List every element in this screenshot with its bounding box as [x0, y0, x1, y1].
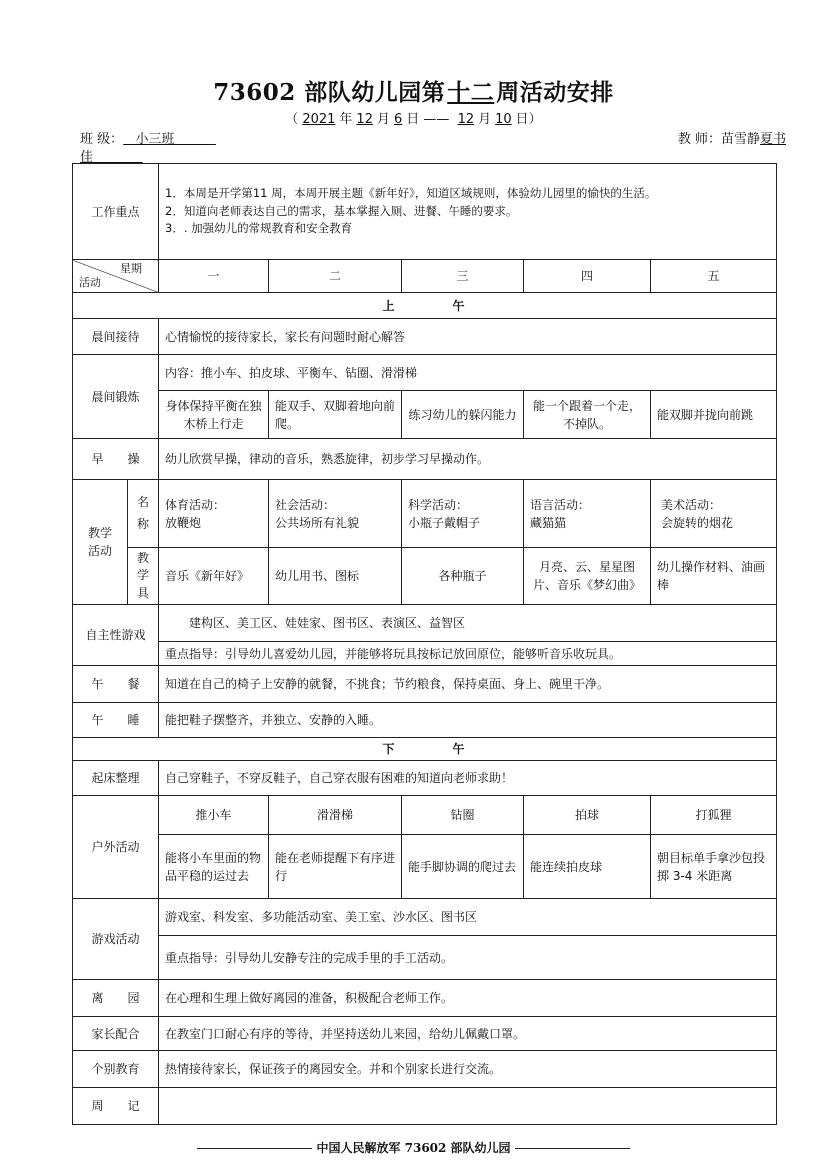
drill-row	[73, 439, 777, 480]
notes-content	[159, 1088, 777, 1125]
leave-row	[73, 980, 777, 1017]
focus-item: 2．知道向老师表达自己的需求，基本掌握入厕、进餐、午睡的要求。	[165, 203, 518, 218]
row-content: 心情愉悦的接待家长，家长有问题时耐心解答	[159, 319, 777, 355]
row-label: 起床整理	[73, 761, 159, 796]
day-header: 三	[402, 260, 524, 293]
free-play-areas: 建构区、美工区、娃娃家、图书区、表演区、益智区	[159, 605, 777, 642]
footer-rule-right	[515, 1148, 630, 1149]
footer	[0, 1139, 827, 1156]
outdoor-item: 打狐狸	[651, 796, 777, 835]
footer-text: 中国人民解放军 73602 部队幼儿园	[316, 1141, 511, 1155]
outdoor-goal: 能手脚协调的爬过去	[402, 835, 524, 899]
exercise-content: 内容：推小车、拍皮球、平衡车、钻圈、滑滑梯	[159, 355, 777, 391]
outdoor-item: 钻圈	[402, 796, 524, 835]
outdoor-item: 拍球	[524, 796, 651, 835]
exercise-goal: 能双手、双脚着地向前爬。	[269, 391, 402, 439]
week-number: 十二	[447, 79, 495, 106]
week-header-row	[73, 260, 777, 293]
focus-label: 工作重点	[73, 164, 159, 260]
lesson-name	[651, 480, 777, 548]
exercise-goal: 身体保持平衡在独木桥上行走	[159, 391, 269, 439]
morning-section-row	[73, 293, 777, 319]
lesson-name	[159, 480, 269, 548]
wakeup-row	[73, 761, 777, 796]
lesson-subject: 语言活动：	[530, 497, 591, 512]
teacher-wrap-char: 佳	[80, 150, 94, 165]
date-range	[0, 108, 827, 127]
focus-row	[73, 164, 777, 260]
tools-label	[128, 548, 159, 605]
outdoor-goal: 能连续拍皮球	[524, 835, 651, 899]
games-rooms: 游戏室、科发室、多功能活动室、美工室、沙水区、图书区	[159, 899, 777, 936]
teaching-tools-row	[73, 548, 777, 605]
individual-row	[73, 1051, 777, 1088]
date-month-unit: 月	[376, 112, 390, 127]
row-label: 早 操	[73, 439, 159, 480]
class-value-text: 小三班	[135, 132, 175, 147]
free-play-areas-row	[73, 605, 777, 642]
lesson-subject: 社会活动：	[275, 497, 336, 512]
free-play-guide-row	[73, 642, 777, 666]
lesson-name	[524, 480, 651, 548]
date-day-unit-2: 日）	[515, 112, 542, 127]
games-guide-row	[73, 936, 777, 980]
class-value	[123, 132, 216, 147]
exercise-days-row	[73, 391, 777, 439]
outdoor-goals-row	[73, 835, 777, 899]
exercise-goal: 练习幼儿的躲闪能力	[402, 391, 524, 439]
day-header: 一	[159, 260, 269, 293]
class-info	[80, 128, 216, 147]
afternoon-section-row	[73, 738, 777, 761]
name-label	[128, 480, 159, 548]
focus-content	[159, 164, 777, 260]
outdoor-item: 滑滑梯	[269, 796, 402, 835]
row-label: 自主性游戏	[73, 605, 159, 666]
focus-item: 1．本周是开学第11 周，本周开展主题《新年好》，知道区域规则，体验幼儿园里的愉快的生活。	[165, 185, 657, 200]
name-label-text: 名称	[137, 494, 150, 531]
exercise-goal: 能一个跟着一个走，不掉队。	[524, 391, 651, 439]
day-axis-label: 星期	[120, 262, 143, 275]
row-content: 在教室门口耐心有序的等待，并坚持送幼儿来园，给幼儿佩戴口罩。	[159, 1017, 777, 1051]
games-rooms-row	[73, 899, 777, 936]
row-label: 午 餐	[73, 666, 159, 703]
class-label: 班 级：	[80, 132, 124, 147]
date-end-day: 10	[495, 112, 512, 127]
date-start-day: 6	[393, 112, 403, 127]
row-content: 知道在自己的椅子上安静的就餐，不挑食；节约粮食，保持桌面、身上、碗里干净。	[159, 666, 777, 703]
lesson-subject: 科学活动：	[408, 497, 469, 512]
teacher-info	[678, 128, 786, 147]
row-label: 晨间接待	[73, 319, 159, 355]
outdoor-goal: 朝目标单手拿沙包投掷 3-4 米距离	[651, 835, 777, 899]
lesson-subject: 体育活动：	[165, 497, 226, 512]
lesson-title: 放鞭炮	[165, 515, 202, 530]
notes-row	[73, 1088, 777, 1125]
row-label: 户外活动	[73, 796, 159, 899]
lesson-name	[269, 480, 402, 548]
row-content: 幼儿欣赏早操，律动的音乐，熟悉旋律，初步学习早操动作。	[159, 439, 777, 480]
date-day-unit: 日	[406, 112, 420, 127]
schedule-table	[72, 163, 777, 1125]
lesson-tools: 幼儿用书、图标	[269, 548, 402, 605]
row-label: 个别教育	[73, 1051, 159, 1088]
lesson-title: 藏猫猫	[530, 515, 567, 530]
diagonal-header	[73, 260, 159, 293]
lesson-tools: 幼儿操作材料、油画棒	[651, 548, 777, 605]
row-label: 离 园	[73, 980, 159, 1017]
outdoor-goal: 能在老师提醒下有序进行	[269, 835, 402, 899]
date-end-month: 12	[457, 112, 475, 127]
date-dash: ——	[423, 112, 450, 127]
lesson-tools: 月亮、云、星星图片、音乐《梦幻曲》	[524, 548, 651, 605]
footer-rule-left	[197, 1148, 312, 1149]
lunch-row	[73, 666, 777, 703]
focus-item: 3．. 加强幼儿的常规教育和安全教育	[165, 221, 353, 236]
title-suffix: 周活动安排	[496, 79, 614, 106]
date-year-unit: 年	[339, 112, 353, 127]
games-guide: 重点指导：引导幼儿安静专注的完成手里的手工活动。	[159, 936, 777, 980]
outdoor-goal: 能将小车里面的物品平稳的运过去	[159, 835, 269, 899]
lesson-tools: 音乐《新年好》	[159, 548, 269, 605]
teaching-name-row	[73, 480, 777, 548]
lesson-title: 公共场所有礼貌	[275, 515, 360, 530]
row-content: 自己穿鞋子，不穿反鞋子，自己穿衣服有困难的知道向老师求助！	[159, 761, 777, 796]
day-header: 二	[269, 260, 402, 293]
row-label: 家长配合	[73, 1017, 159, 1051]
lesson-tools: 各种瓶子	[402, 548, 524, 605]
tools-label-text: 教学具	[137, 551, 150, 600]
activity-axis-label: 活动	[79, 275, 101, 289]
outdoor-items-row	[73, 796, 777, 835]
day-header: 五	[651, 260, 777, 293]
row-content: 能把鞋子摆整齐，并独立、安静的入睡。	[159, 703, 777, 738]
date-start-month: 12	[356, 112, 373, 127]
teaching-label-text: 教学活动	[87, 526, 112, 559]
date-year: 2021	[302, 112, 336, 127]
day-header: 四	[524, 260, 651, 293]
teacher-value: 夏书	[759, 132, 786, 147]
row-content: 在心理和生理上做好离园的准备，积极配合老师工作。	[159, 980, 777, 1017]
date-month-unit-2: 月	[478, 112, 492, 127]
exercise-content-row	[73, 355, 777, 391]
teaching-label	[73, 480, 128, 605]
row-label: 周 记	[73, 1088, 159, 1125]
reception-row	[73, 319, 777, 355]
lesson-name	[402, 480, 524, 548]
free-play-guide: 重点指导：引导幼儿喜爱幼儿园，并能够将玩具按标记放回原位，能够听音乐收玩具。	[159, 642, 777, 666]
row-label: 晨间锻炼	[73, 355, 159, 439]
date-open: （	[285, 112, 299, 127]
lesson-subject: 美术活动：	[661, 497, 722, 512]
title-prefix: 73602 部队幼儿园第	[213, 79, 446, 106]
exercise-goal: 能双脚并拢向前跳	[651, 391, 777, 439]
nap-row	[73, 703, 777, 738]
row-content: 热情接待家长，保证孩子的离园安全。并和个别家长进行交流。	[159, 1051, 777, 1088]
outdoor-item: 推小车	[159, 796, 269, 835]
row-label: 午 睡	[73, 703, 159, 738]
lesson-title: 会旋转的烟花	[661, 515, 734, 530]
lesson-title: 小瓶子戴帽子	[408, 515, 481, 530]
page-title	[0, 74, 827, 107]
row-label: 游戏活动	[73, 899, 159, 980]
teacher-label: 教 师：苗雪静	[677, 132, 760, 147]
afternoon-section-heading: 下 午	[73, 738, 777, 761]
morning-section-heading: 上 午	[73, 293, 777, 319]
parents-row	[73, 1017, 777, 1051]
